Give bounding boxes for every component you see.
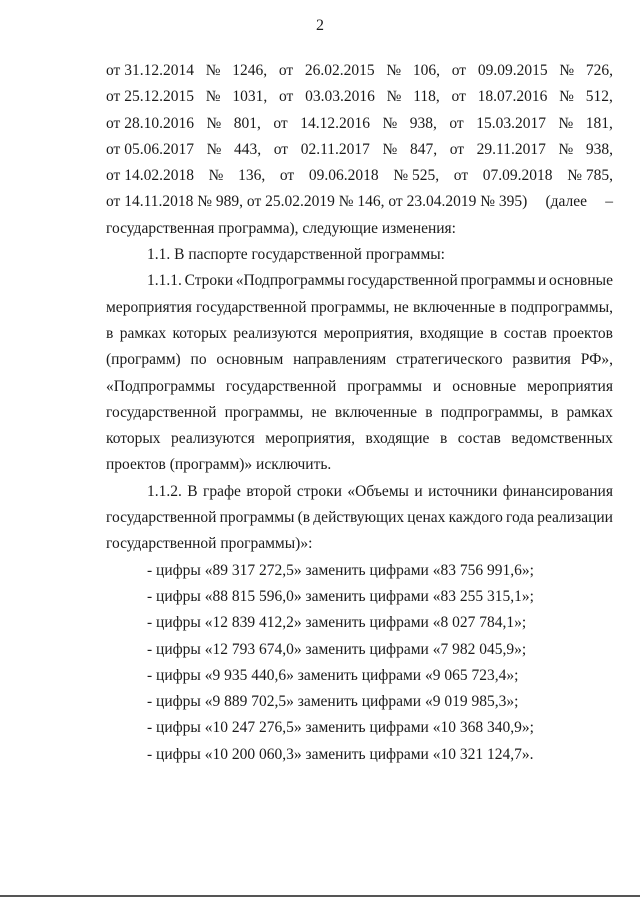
- word: 181,: [585, 114, 613, 132]
- word: 118,: [413, 88, 440, 106]
- replacement-item: - цифры «12 839 412,2» заменить цифрами «8 027 784,1»;: [147, 614, 527, 632]
- text-line: [106, 163, 613, 189]
- word: 1.1.2.: [147, 482, 182, 500]
- text-line: [106, 400, 613, 426]
- word: 09.09.2015: [477, 62, 548, 79]
- replacement-item: - цифры «88 815 596,0» заменить цифрами «83 255 315,1»;: [147, 587, 534, 605]
- word: от: [453, 167, 469, 185]
- word: которых: [106, 430, 161, 448]
- word: 106,: [412, 62, 441, 79]
- word: 443,: [234, 140, 262, 158]
- word: рамках: [119, 324, 167, 342]
- word: «Подпрограммы: [106, 377, 215, 395]
- text-line: [106, 479, 613, 505]
- word: 03.03.2016: [305, 88, 375, 106]
- text-line: [106, 426, 613, 452]
- word: (программ): [106, 351, 181, 369]
- word: программы: [219, 509, 295, 527]
- word: 29.11.2017: [476, 140, 546, 158]
- word: от: [273, 140, 289, 158]
- word: –: [605, 193, 613, 211]
- bottom-rule: [0, 895, 640, 897]
- text-line: [106, 58, 613, 84]
- word: реализации: [537, 509, 613, 527]
- word: от: [273, 114, 288, 132]
- word: от: [449, 140, 465, 158]
- word: государственной: [106, 509, 217, 527]
- word: 02.11.2017: [300, 140, 370, 158]
- word: (далее: [545, 193, 588, 211]
- word: каждого: [448, 509, 503, 527]
- word: от 25.12.2015: [106, 88, 194, 106]
- word: 26.02.2015: [304, 62, 375, 79]
- document-body: [106, 58, 613, 768]
- word: мероприятия,: [323, 324, 414, 342]
- word: 1246,: [232, 62, 268, 79]
- text-line: [106, 374, 613, 400]
- text-line: [106, 505, 613, 531]
- word: государственной: [196, 298, 307, 316]
- word: проектов: [553, 324, 613, 342]
- text-line: 1.1. В паспорте государственной программы:: [147, 246, 445, 264]
- word: «Объемы: [347, 482, 409, 500]
- word: мероприятия: [527, 377, 613, 395]
- word: 512,: [585, 88, 613, 106]
- word: основные: [452, 377, 517, 395]
- word: источники: [428, 482, 498, 500]
- word: не: [393, 298, 409, 316]
- word: №: [386, 88, 402, 106]
- word: состав: [503, 324, 547, 342]
- word: В: [187, 482, 198, 500]
- word: мероприятия,: [265, 430, 356, 448]
- word: 136,: [238, 167, 266, 185]
- word: 15.03.2017: [476, 114, 546, 132]
- word: в: [499, 298, 507, 316]
- word: №: [205, 62, 221, 79]
- replacement-item: - цифры «10 247 276,5» заменить цифрами «10 368 340,9»;: [147, 719, 534, 737]
- word: включенные: [334, 403, 418, 421]
- word: №: [382, 140, 398, 158]
- text-line: государственной программы)»:: [106, 535, 313, 553]
- word: (в: [297, 509, 311, 527]
- word: и: [433, 377, 442, 395]
- word: реализуются: [171, 430, 255, 448]
- text-line: [106, 84, 613, 110]
- word: от: [279, 167, 295, 185]
- word: в: [490, 324, 498, 342]
- word: «Подпрограммы: [235, 272, 345, 290]
- text-line: [106, 295, 613, 321]
- word: ценах: [407, 509, 446, 527]
- word: 726,: [585, 62, 613, 79]
- replacement-item: - цифры «89 317 272,5» заменить цифрами «83 756 991,6»;: [147, 561, 534, 579]
- word: реализуются: [233, 324, 318, 342]
- word: №: [208, 167, 224, 185]
- text-line: [106, 347, 613, 373]
- word: №: [206, 140, 222, 158]
- word: программы,: [310, 298, 390, 316]
- page-number: 2: [316, 17, 324, 34]
- word: от 14.11.2018 № 989, от 25.02.2019 № 146, от 23.04.2019 № 395): [106, 193, 528, 211]
- word: №: [559, 62, 575, 79]
- word: входящие: [419, 324, 484, 342]
- word: программы: [460, 272, 536, 290]
- word: № 785,: [567, 167, 613, 185]
- word: от: [451, 88, 466, 106]
- word: направлениям: [293, 351, 387, 369]
- word: государственной: [225, 377, 337, 395]
- word: от: [449, 114, 464, 132]
- word: года: [506, 509, 535, 527]
- word: в: [106, 324, 114, 342]
- word: развития: [512, 351, 571, 369]
- word: №: [382, 114, 398, 132]
- word: состав: [457, 430, 501, 448]
- word: от: [451, 62, 467, 79]
- word: 09.06.2018: [308, 167, 379, 185]
- word: 07.09.2018: [482, 167, 553, 185]
- word: №: [205, 88, 221, 106]
- text-line: [106, 189, 613, 215]
- word: 1031,: [232, 88, 268, 106]
- word: Строки: [184, 272, 233, 290]
- word: ведомственных: [511, 430, 613, 448]
- word: от 28.10.2016: [106, 114, 194, 132]
- replacement-item: - цифры «9 935 440,6» заменить цифрами «9 065 723,4»;: [147, 666, 519, 684]
- word: 1.1.1.: [147, 272, 182, 290]
- word: 18.07.2016: [477, 88, 548, 106]
- word: №: [386, 62, 402, 79]
- text-line: проектов (программ)» исключить.: [106, 456, 332, 474]
- word: основные: [548, 272, 613, 290]
- word: № 525,: [393, 167, 440, 185]
- word: в: [439, 430, 448, 448]
- word: №: [559, 88, 574, 106]
- word: в: [425, 403, 433, 421]
- word: от: [278, 62, 294, 79]
- word: основным: [216, 351, 284, 369]
- word: государственной: [106, 403, 217, 421]
- word: 938,: [585, 140, 613, 158]
- word: финансирования: [502, 482, 613, 500]
- replacement-item: - цифры «10 200 060,3» заменить цифрами «10 321 124,7».: [147, 745, 534, 763]
- word: 801,: [233, 114, 261, 132]
- word: программы: [347, 377, 423, 395]
- word: второй: [246, 482, 292, 500]
- text-line: [106, 111, 613, 137]
- word: от 14.02.2018: [106, 167, 194, 185]
- word: 847,: [409, 140, 438, 158]
- word: государственной: [347, 272, 458, 290]
- word: от: [278, 88, 294, 106]
- word: 938,: [409, 114, 437, 132]
- word: по: [190, 351, 207, 369]
- word: №: [558, 140, 574, 158]
- word: от 31.12.2014: [106, 62, 194, 79]
- word: подпрограммы,: [440, 403, 543, 421]
- word: 14.12.2016: [300, 114, 370, 132]
- word: рамках: [566, 403, 613, 421]
- word: стратегического: [396, 351, 503, 369]
- word: РФ»,: [580, 351, 613, 369]
- word: которых: [172, 324, 228, 342]
- word: №: [206, 114, 222, 132]
- text-line: [106, 137, 613, 163]
- word: от 05.06.2017: [106, 140, 194, 158]
- word: и: [538, 272, 547, 290]
- word: подпрограммы,: [510, 298, 613, 316]
- word: и: [414, 482, 423, 500]
- text-line: [106, 321, 613, 347]
- replacement-item: - цифры «9 889 702,5» заменить цифрами «9 019 985,3»;: [147, 693, 519, 711]
- word: мероприятия: [106, 298, 192, 316]
- word: программы,: [224, 403, 304, 421]
- word: строки: [296, 482, 342, 500]
- text-line: государственная программа), следующие изменения:: [106, 219, 456, 237]
- word: не: [311, 403, 327, 421]
- word: включенные: [412, 298, 496, 316]
- word: №: [558, 114, 574, 132]
- word: действующих: [313, 509, 405, 527]
- word: графе: [203, 482, 241, 500]
- word: в: [551, 403, 559, 421]
- text-line: [106, 268, 613, 294]
- replacement-item: - цифры «12 793 674,0» заменить цифрами «7 982 045,9»;: [147, 640, 527, 658]
- word: входящие: [365, 430, 430, 448]
